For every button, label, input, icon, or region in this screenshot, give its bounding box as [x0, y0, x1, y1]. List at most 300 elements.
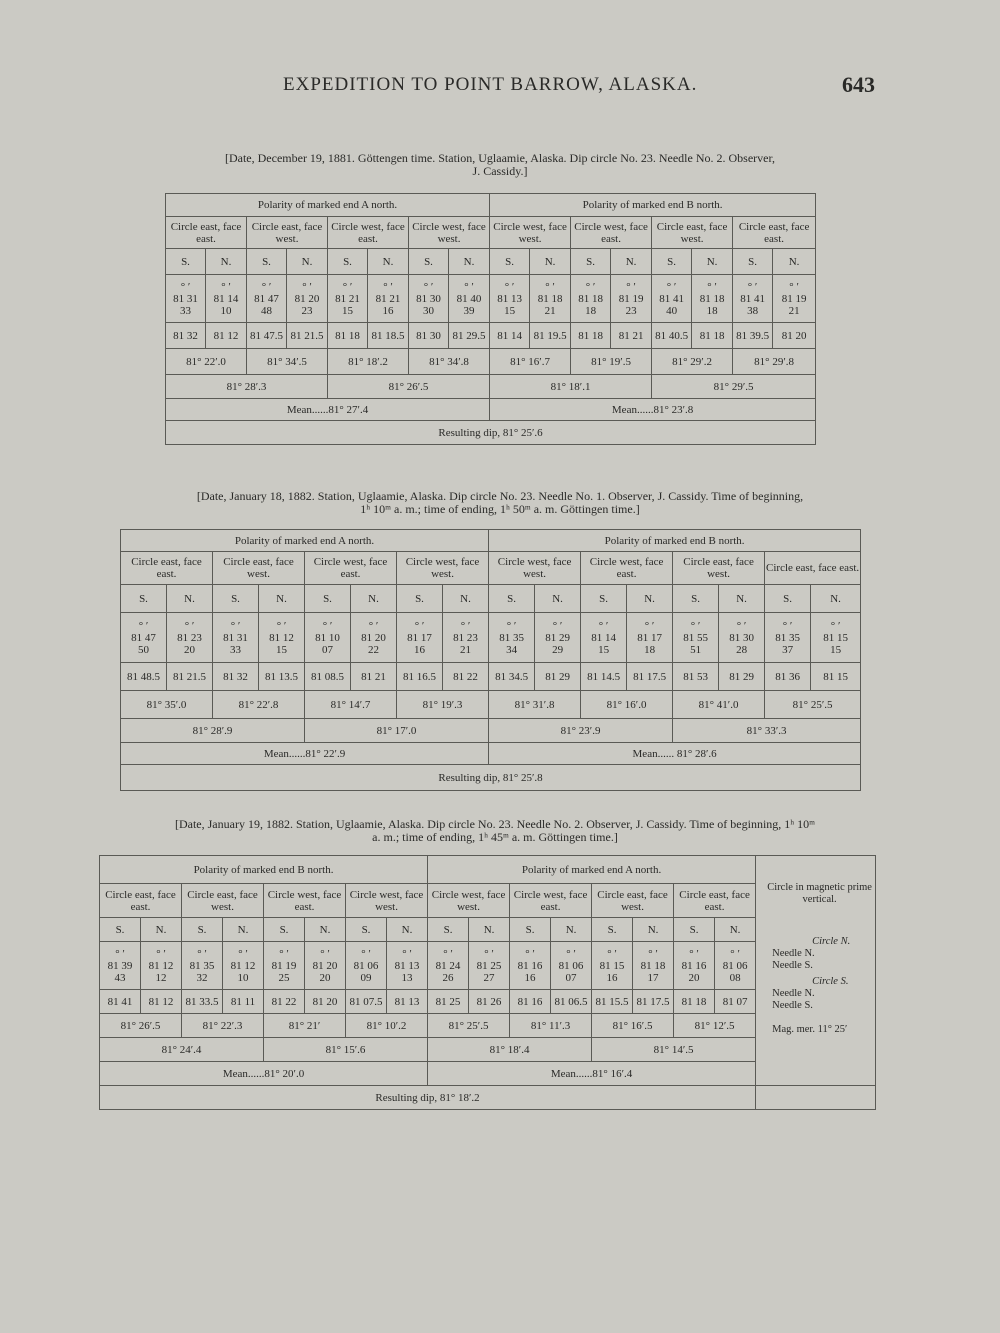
- mag-mer-label: Mag. mer. 11° 25′: [772, 1024, 848, 1035]
- degree-minute-mark: ° ′: [180, 280, 191, 293]
- mean-cell: 81 18: [328, 323, 368, 349]
- mean-cell: 81 18: [571, 323, 611, 349]
- reading-value: 33: [230, 643, 241, 656]
- south-header: S.: [428, 918, 469, 942]
- reading-cell: [397, 613, 443, 663]
- mean-cell: 81 32: [213, 663, 259, 691]
- reading-value: 81 17: [407, 631, 432, 644]
- table-3-caption: [95, 818, 895, 844]
- reading-value: 18: [644, 643, 656, 656]
- north-header: N.: [368, 249, 409, 275]
- group-row: [121, 552, 861, 585]
- south-header: S.: [409, 249, 449, 275]
- degree-minute-mark: ° ′: [789, 280, 799, 293]
- group-label: Circle west, face east.: [328, 217, 409, 249]
- degree-minute-mark: ° ′: [525, 947, 535, 960]
- pair-mean: 81° 24′.4: [100, 1038, 264, 1062]
- group-mean: 81° 34′.5: [247, 349, 328, 375]
- mean-cell: 81 34.5: [489, 663, 535, 691]
- reading-value: 39: [463, 304, 475, 317]
- reading-value: 81 13: [497, 292, 522, 305]
- mean-cell: 81 18: [674, 990, 715, 1014]
- reading-value: 81 12: [269, 631, 294, 644]
- degree-minute-mark: ° ′: [115, 947, 125, 960]
- reading-cell: [692, 275, 733, 323]
- mean-cell: 81 18.5: [368, 323, 409, 349]
- reading-value: 20: [688, 971, 700, 984]
- reading-cell: [773, 275, 816, 323]
- group-label: Circle west, face east.: [581, 552, 673, 585]
- reading-value: 81 17: [637, 631, 662, 644]
- needle-n-label: Needle N.: [772, 948, 815, 959]
- reading-value: 50: [138, 643, 149, 656]
- reading-value: 81 31: [173, 292, 198, 305]
- page-title: EXPEDITION TO POINT BARROW, ALASKA.: [283, 74, 698, 95]
- degree-minute-mark: ° ′: [585, 280, 596, 293]
- north-header: N.: [530, 249, 571, 275]
- mean-cell: 81 21: [611, 323, 652, 349]
- group-label: Circle east, face west.: [182, 884, 264, 918]
- reading-value: 81 29: [545, 631, 570, 644]
- degree-minute-mark: ° ′: [552, 619, 563, 632]
- degree-minute-mark: ° ′: [342, 280, 353, 293]
- north-header: N.: [469, 918, 510, 942]
- group-mean: 81° 26′.5: [100, 1014, 182, 1038]
- reading-value: 16: [524, 971, 536, 984]
- group-label: Circle east, face west.: [247, 217, 328, 249]
- south-header: S.: [490, 249, 530, 275]
- reading-value: 28: [736, 643, 748, 656]
- degree-minute-mark: ° ′: [443, 947, 453, 960]
- pair-mean: 81° 18′.4: [428, 1038, 592, 1062]
- circle-s-label: Circle S.: [812, 976, 849, 987]
- group-label: Circle east, face west.: [673, 552, 765, 585]
- mean-cell: 81 53: [673, 663, 719, 691]
- pair-mean: 81° 33′.3: [673, 719, 861, 743]
- polarity-label: Polarity of marked end B north.: [490, 194, 816, 217]
- group-mean: 81° 10′.2: [346, 1014, 428, 1038]
- degree-minute-mark: ° ′: [506, 619, 517, 632]
- readings-row: [121, 613, 861, 663]
- degree-minute-mark: ° ′: [644, 619, 655, 632]
- degree-minute-mark: ° ′: [666, 280, 677, 293]
- mean-cell: 81 40.5: [652, 323, 692, 349]
- polarity-label: Polarity of marked end B north.: [100, 856, 428, 884]
- page-number: 643: [842, 72, 875, 97]
- reading-cell: [428, 942, 469, 990]
- south-header: S.: [213, 585, 259, 613]
- group-mean: 81° 41′.0: [673, 691, 765, 719]
- half-mean: Mean......81° 23′.8: [490, 399, 816, 421]
- reading-value: 81 06: [722, 959, 748, 972]
- blank-cell: [756, 1086, 876, 1110]
- reading-value: 81 39: [107, 959, 133, 972]
- mean-cell: 81 11: [223, 990, 264, 1014]
- group-mean: 81° 25′.5: [765, 691, 861, 719]
- mean-cell: 81 13.5: [259, 663, 305, 691]
- south-header: S.: [581, 585, 627, 613]
- degree-minute-mark: ° ′: [504, 280, 515, 293]
- north-header: N.: [611, 249, 652, 275]
- pair-mean: 81° 29′.5: [652, 375, 816, 399]
- degree-minute-mark: ° ′: [302, 280, 312, 293]
- reading-cell: [247, 275, 287, 323]
- reading-value: 81 30: [416, 292, 441, 305]
- reading-value: 18: [706, 304, 718, 317]
- reading-value: 13: [401, 971, 413, 984]
- reading-cell: [206, 275, 247, 323]
- half-mean: Mean...... 81° 28′.6: [489, 743, 861, 765]
- reading-value: 81 06: [558, 959, 584, 972]
- mean-cell: 81 29.5: [449, 323, 490, 349]
- reading-value: 81 13: [394, 959, 420, 972]
- north-header: N.: [692, 249, 733, 275]
- mean-cell: 81 41: [100, 990, 141, 1014]
- south-header: S.: [247, 249, 287, 275]
- reading-cell: [673, 613, 719, 663]
- reading-value: 81 10: [315, 631, 340, 644]
- table-1-caption: [140, 152, 860, 178]
- group-label: Circle west, face west.: [397, 552, 489, 585]
- readings-row: [166, 275, 816, 323]
- reading-value: 38: [747, 304, 759, 317]
- reading-value: 18: [585, 304, 597, 317]
- north-header: N.: [443, 585, 489, 613]
- reading-value: 27: [483, 971, 495, 984]
- reading-cell: [167, 613, 213, 663]
- reading-value: 81 23: [177, 631, 202, 644]
- group-label: Circle west, face west.: [428, 884, 510, 918]
- mean-cell: 81 17.5: [633, 990, 674, 1014]
- degree-minute-mark: ° ′: [782, 619, 793, 632]
- reading-value: 81 18: [699, 292, 725, 305]
- reading-cell: [166, 275, 206, 323]
- degree-minute-mark: ° ′: [460, 619, 471, 632]
- group-mean: 81° 19′.3: [397, 691, 489, 719]
- reading-cell: [305, 613, 351, 663]
- north-header: N.: [449, 249, 490, 275]
- reading-value: 81 16: [681, 959, 707, 972]
- reading-cell: [811, 613, 861, 663]
- reading-value: 81 16: [517, 959, 543, 972]
- mean-cell: 81 16: [510, 990, 551, 1014]
- reading-value: 23: [301, 304, 313, 317]
- reading-cell: [287, 275, 328, 323]
- degree-minute-mark: ° ′: [414, 619, 425, 632]
- mean-cell: 81 08.5: [305, 663, 351, 691]
- reading-value: 15: [342, 304, 353, 317]
- reading-value: 81 14: [213, 292, 239, 305]
- reading-cell: [592, 942, 633, 990]
- group-mean: 81° 29′.2: [652, 349, 733, 375]
- table-1: [165, 193, 816, 445]
- pair-means-row: [121, 719, 861, 743]
- polarity-row: [100, 856, 876, 884]
- group-mean: 81° 11′.3: [510, 1014, 592, 1038]
- sn-row: [166, 249, 816, 275]
- group-mean: 81° 22′.0: [166, 349, 247, 375]
- reading-value: 81 20: [312, 959, 338, 972]
- group-mean: 81° 35′.0: [121, 691, 213, 719]
- reading-cell: [489, 613, 535, 663]
- reading-value: 81 41: [659, 292, 684, 305]
- polarity-label: Polarity of marked end A north.: [121, 530, 489, 552]
- degree-minute-mark: ° ′: [423, 280, 434, 293]
- reading-cell: [627, 613, 673, 663]
- degree-minute-mark: ° ′: [383, 280, 393, 293]
- reading-value: 81 18: [537, 292, 563, 305]
- reading-value: 15: [598, 643, 610, 656]
- circle-n-label: Circle N.: [812, 936, 851, 947]
- result-row: [166, 421, 816, 445]
- reading-value: 81 19: [271, 959, 297, 972]
- mean-cell: 81 06.5: [551, 990, 592, 1014]
- reading-value: 81 30: [729, 631, 754, 644]
- reading-value: 12: [155, 971, 167, 984]
- group-mean: 81° 16′.5: [592, 1014, 674, 1038]
- reading-value: 81 55: [683, 631, 708, 644]
- pair-mean: 81° 14′.5: [592, 1038, 756, 1062]
- reading-cell: [674, 942, 715, 990]
- group-mean: 81° 22′.8: [213, 691, 305, 719]
- reading-value: 21: [788, 304, 800, 317]
- reading-value: 81 21: [335, 292, 360, 305]
- mean-cell: 81 14.5: [581, 663, 627, 691]
- reading-value: 23: [625, 304, 637, 317]
- reading-value: 33: [180, 304, 191, 317]
- group-mean: 81° 16′.7: [490, 349, 571, 375]
- reading-value: 20: [184, 643, 195, 656]
- reading-value: 81 06: [353, 959, 379, 972]
- reading-cell: [765, 613, 811, 663]
- reading-value: 25: [278, 971, 290, 984]
- group-label: Circle east, face east.: [733, 217, 816, 249]
- reading-cell: [213, 613, 259, 663]
- reading-value: 81 40: [456, 292, 482, 305]
- half-mean: Mean......81° 27′.4: [166, 399, 490, 421]
- reading-value: 07: [322, 643, 333, 656]
- reading-value: 81 19: [618, 292, 644, 305]
- pair-mean: 81° 18′.1: [490, 375, 652, 399]
- group-mean: 81° 34′.8: [409, 349, 490, 375]
- degree-minute-mark: ° ′: [626, 280, 636, 293]
- degree-minute-mark: ° ′: [238, 947, 248, 960]
- mean-cell: 81 17.5: [627, 663, 673, 691]
- degree-minute-mark: ° ′: [747, 280, 758, 293]
- reading-value: 81 35: [775, 631, 800, 644]
- reading-value: 81 12: [230, 959, 256, 972]
- reading-value: 81 23: [453, 631, 478, 644]
- mean-cell: 81 48.5: [121, 663, 167, 691]
- south-header: S.: [100, 918, 141, 942]
- reading-value: 81 31: [223, 631, 248, 644]
- mean-cell: 81 07: [715, 990, 756, 1014]
- reading-cell: [715, 942, 756, 990]
- group-label: Circle east, face east.: [100, 884, 182, 918]
- pair-mean: 81° 28′.9: [121, 719, 305, 743]
- prime-vertical-header: Circle in magnetic prime vertical.: [767, 882, 872, 905]
- group-mean: 81° 18′.2: [328, 349, 409, 375]
- group-mean: 81° 31′.8: [489, 691, 581, 719]
- caption-line: 1ʰ 10ᵐ a. m.; time of ending, 1ʰ 50ᵐ a. m. Göttingen time.]: [360, 502, 640, 516]
- half-mean: Mean......81° 22′.9: [121, 743, 489, 765]
- south-header: S.: [652, 249, 692, 275]
- group-mean: 81° 25′.5: [428, 1014, 510, 1038]
- mean-cell: 81 39.5: [733, 323, 773, 349]
- reading-value: 16: [382, 304, 394, 317]
- resulting-dip: Resulting dip, 81° 25′.6: [166, 421, 816, 445]
- mean-cell: 81 33.5: [182, 990, 223, 1014]
- south-header: S.: [397, 585, 443, 613]
- north-header: N.: [551, 918, 592, 942]
- table-2-caption: [120, 490, 880, 516]
- degree-minute-mark: ° ′: [607, 947, 617, 960]
- north-header: N.: [223, 918, 264, 942]
- reading-value: 21: [544, 304, 556, 317]
- reading-value: 26: [442, 971, 454, 984]
- reading-cell: [652, 275, 692, 323]
- mean-cell: 81 12: [141, 990, 182, 1014]
- reading-cell: [387, 942, 428, 990]
- degree-minute-mark: ° ′: [276, 619, 287, 632]
- resulting-dip: Resulting dip, 81° 18′.2: [100, 1086, 756, 1110]
- reading-cell: [409, 275, 449, 323]
- south-header: S.: [674, 918, 715, 942]
- polarity-label: Polarity of marked end B north.: [489, 530, 861, 552]
- mean-cell: 81 21: [351, 663, 397, 691]
- degree-minute-mark: ° ′: [361, 947, 371, 960]
- reading-value: 81 41: [740, 292, 765, 305]
- south-header: S.: [673, 585, 719, 613]
- degree-minute-mark: ° ′: [689, 947, 699, 960]
- north-header: N.: [305, 918, 346, 942]
- degree-minute-mark: ° ′: [279, 947, 289, 960]
- reading-cell: [733, 275, 773, 323]
- mean-cell: 81 19.5: [530, 323, 571, 349]
- mean-cell: 81 25: [428, 990, 469, 1014]
- north-header: N.: [387, 918, 428, 942]
- mean-cell: 81 22: [264, 990, 305, 1014]
- north-header: N.: [719, 585, 765, 613]
- reading-value: 81 14: [591, 631, 616, 644]
- degree-minute-mark: ° ′: [156, 947, 166, 960]
- degree-minute-mark: ° ′: [184, 619, 195, 632]
- mean-cell: 81 14: [490, 323, 530, 349]
- south-header: S.: [346, 918, 387, 942]
- pair-mean: 81° 23′.9: [489, 719, 673, 743]
- group-mean: 81° 12′.5: [674, 1014, 756, 1038]
- group-label: Circle east, face west.: [213, 552, 305, 585]
- reading-value: 17: [647, 971, 659, 984]
- half-means-row: [121, 743, 861, 765]
- group-label: Circle east, face east.: [166, 217, 247, 249]
- sn-row: [121, 585, 861, 613]
- reading-value: 40: [666, 304, 678, 317]
- reading-cell: [264, 942, 305, 990]
- south-header: S.: [592, 918, 633, 942]
- group-label: Circle west, face east.: [510, 884, 592, 918]
- reading-value: 09: [360, 971, 372, 984]
- table-2: [120, 529, 861, 791]
- caption-line: [Date, January 19, 1882. Station, Uglaamie, Alaska. Dip circle No. 23. Needle No. 2. Observer, J. Cassidy. Time of beginning, 1ʰ 10ᵐ: [174, 817, 816, 831]
- degree-minute-mark: ° ′: [261, 280, 272, 293]
- group-label: Circle east, face east.: [765, 552, 861, 585]
- reading-value: 81 12: [148, 959, 174, 972]
- needle-n-label: Needle N.: [772, 988, 815, 999]
- reading-value: 43: [114, 971, 126, 984]
- reading-value: 15: [830, 643, 842, 656]
- reading-value: 81 25: [476, 959, 502, 972]
- mean-cell: 81 15.5: [592, 990, 633, 1014]
- reading-cell: [633, 942, 674, 990]
- pair-means-row: [166, 375, 816, 399]
- north-header: N.: [167, 585, 213, 613]
- group-label: Circle west, face west.: [489, 552, 581, 585]
- result-row: [121, 765, 861, 791]
- degree-minute-mark: ° ′: [402, 947, 412, 960]
- reading-value: 81 47: [254, 292, 279, 305]
- degree-minute-mark: ° ′: [368, 619, 379, 632]
- reading-value: 10: [220, 304, 232, 317]
- mean-cell: 81 22: [443, 663, 489, 691]
- reading-cell: [223, 942, 264, 990]
- needle-s-label: Needle S.: [772, 960, 813, 971]
- reading-value: 32: [196, 971, 208, 984]
- reading-cell: [368, 275, 409, 323]
- mean-cell: 81 12: [206, 323, 247, 349]
- degree-minute-mark: ° ′: [730, 947, 740, 960]
- south-header: S.: [733, 249, 773, 275]
- reading-value: 81 15: [823, 631, 848, 644]
- reading-cell: [328, 275, 368, 323]
- pair-mean: 81° 15′.6: [264, 1038, 428, 1062]
- polarity-row: [166, 194, 816, 217]
- polarity-label: Polarity of marked end A north.: [428, 856, 756, 884]
- reading-value: 48: [261, 304, 272, 317]
- south-header: S.: [121, 585, 167, 613]
- mean-cell: 81 18: [692, 323, 733, 349]
- mean-cell: 81 26: [469, 990, 510, 1014]
- pair-mean: 81° 17′.0: [305, 719, 489, 743]
- reading-value: 22: [368, 643, 379, 656]
- north-header: N.: [773, 249, 816, 275]
- reading-cell: [351, 613, 397, 663]
- north-header: N.: [287, 249, 328, 275]
- north-header: N.: [811, 585, 861, 613]
- group-label: Circle east, face east.: [121, 552, 213, 585]
- group-label: Circle west, face east.: [305, 552, 397, 585]
- group-mean: 81° 29′.8: [733, 349, 816, 375]
- reading-cell: [100, 942, 141, 990]
- reading-value: 15: [276, 643, 287, 656]
- reading-value: 16: [606, 971, 618, 984]
- reading-value: 81 35: [189, 959, 215, 972]
- reading-cell: [259, 613, 305, 663]
- caption-line: [Date, December 19, 1881. Göttengen time. Station, Uglaamie, Alaska. Dip circle No. 23. Needle No. 2. Observer,: [224, 151, 776, 165]
- reading-value: 29: [552, 643, 564, 656]
- degree-minute-mark: ° ′: [230, 619, 241, 632]
- group-mean: 81° 14′.7: [305, 691, 397, 719]
- mean-cell: 81 29: [719, 663, 765, 691]
- pair-mean: 81° 26′.5: [328, 375, 490, 399]
- south-header: S.: [182, 918, 223, 942]
- mean-cell: 81 47.5: [247, 323, 287, 349]
- group-label: Circle west, face east.: [571, 217, 652, 249]
- degree-minute-mark: ° ′: [322, 619, 333, 632]
- mean-cell: 81 32: [166, 323, 206, 349]
- group-mean: 81° 21′: [264, 1014, 346, 1038]
- reading-cell: [305, 942, 346, 990]
